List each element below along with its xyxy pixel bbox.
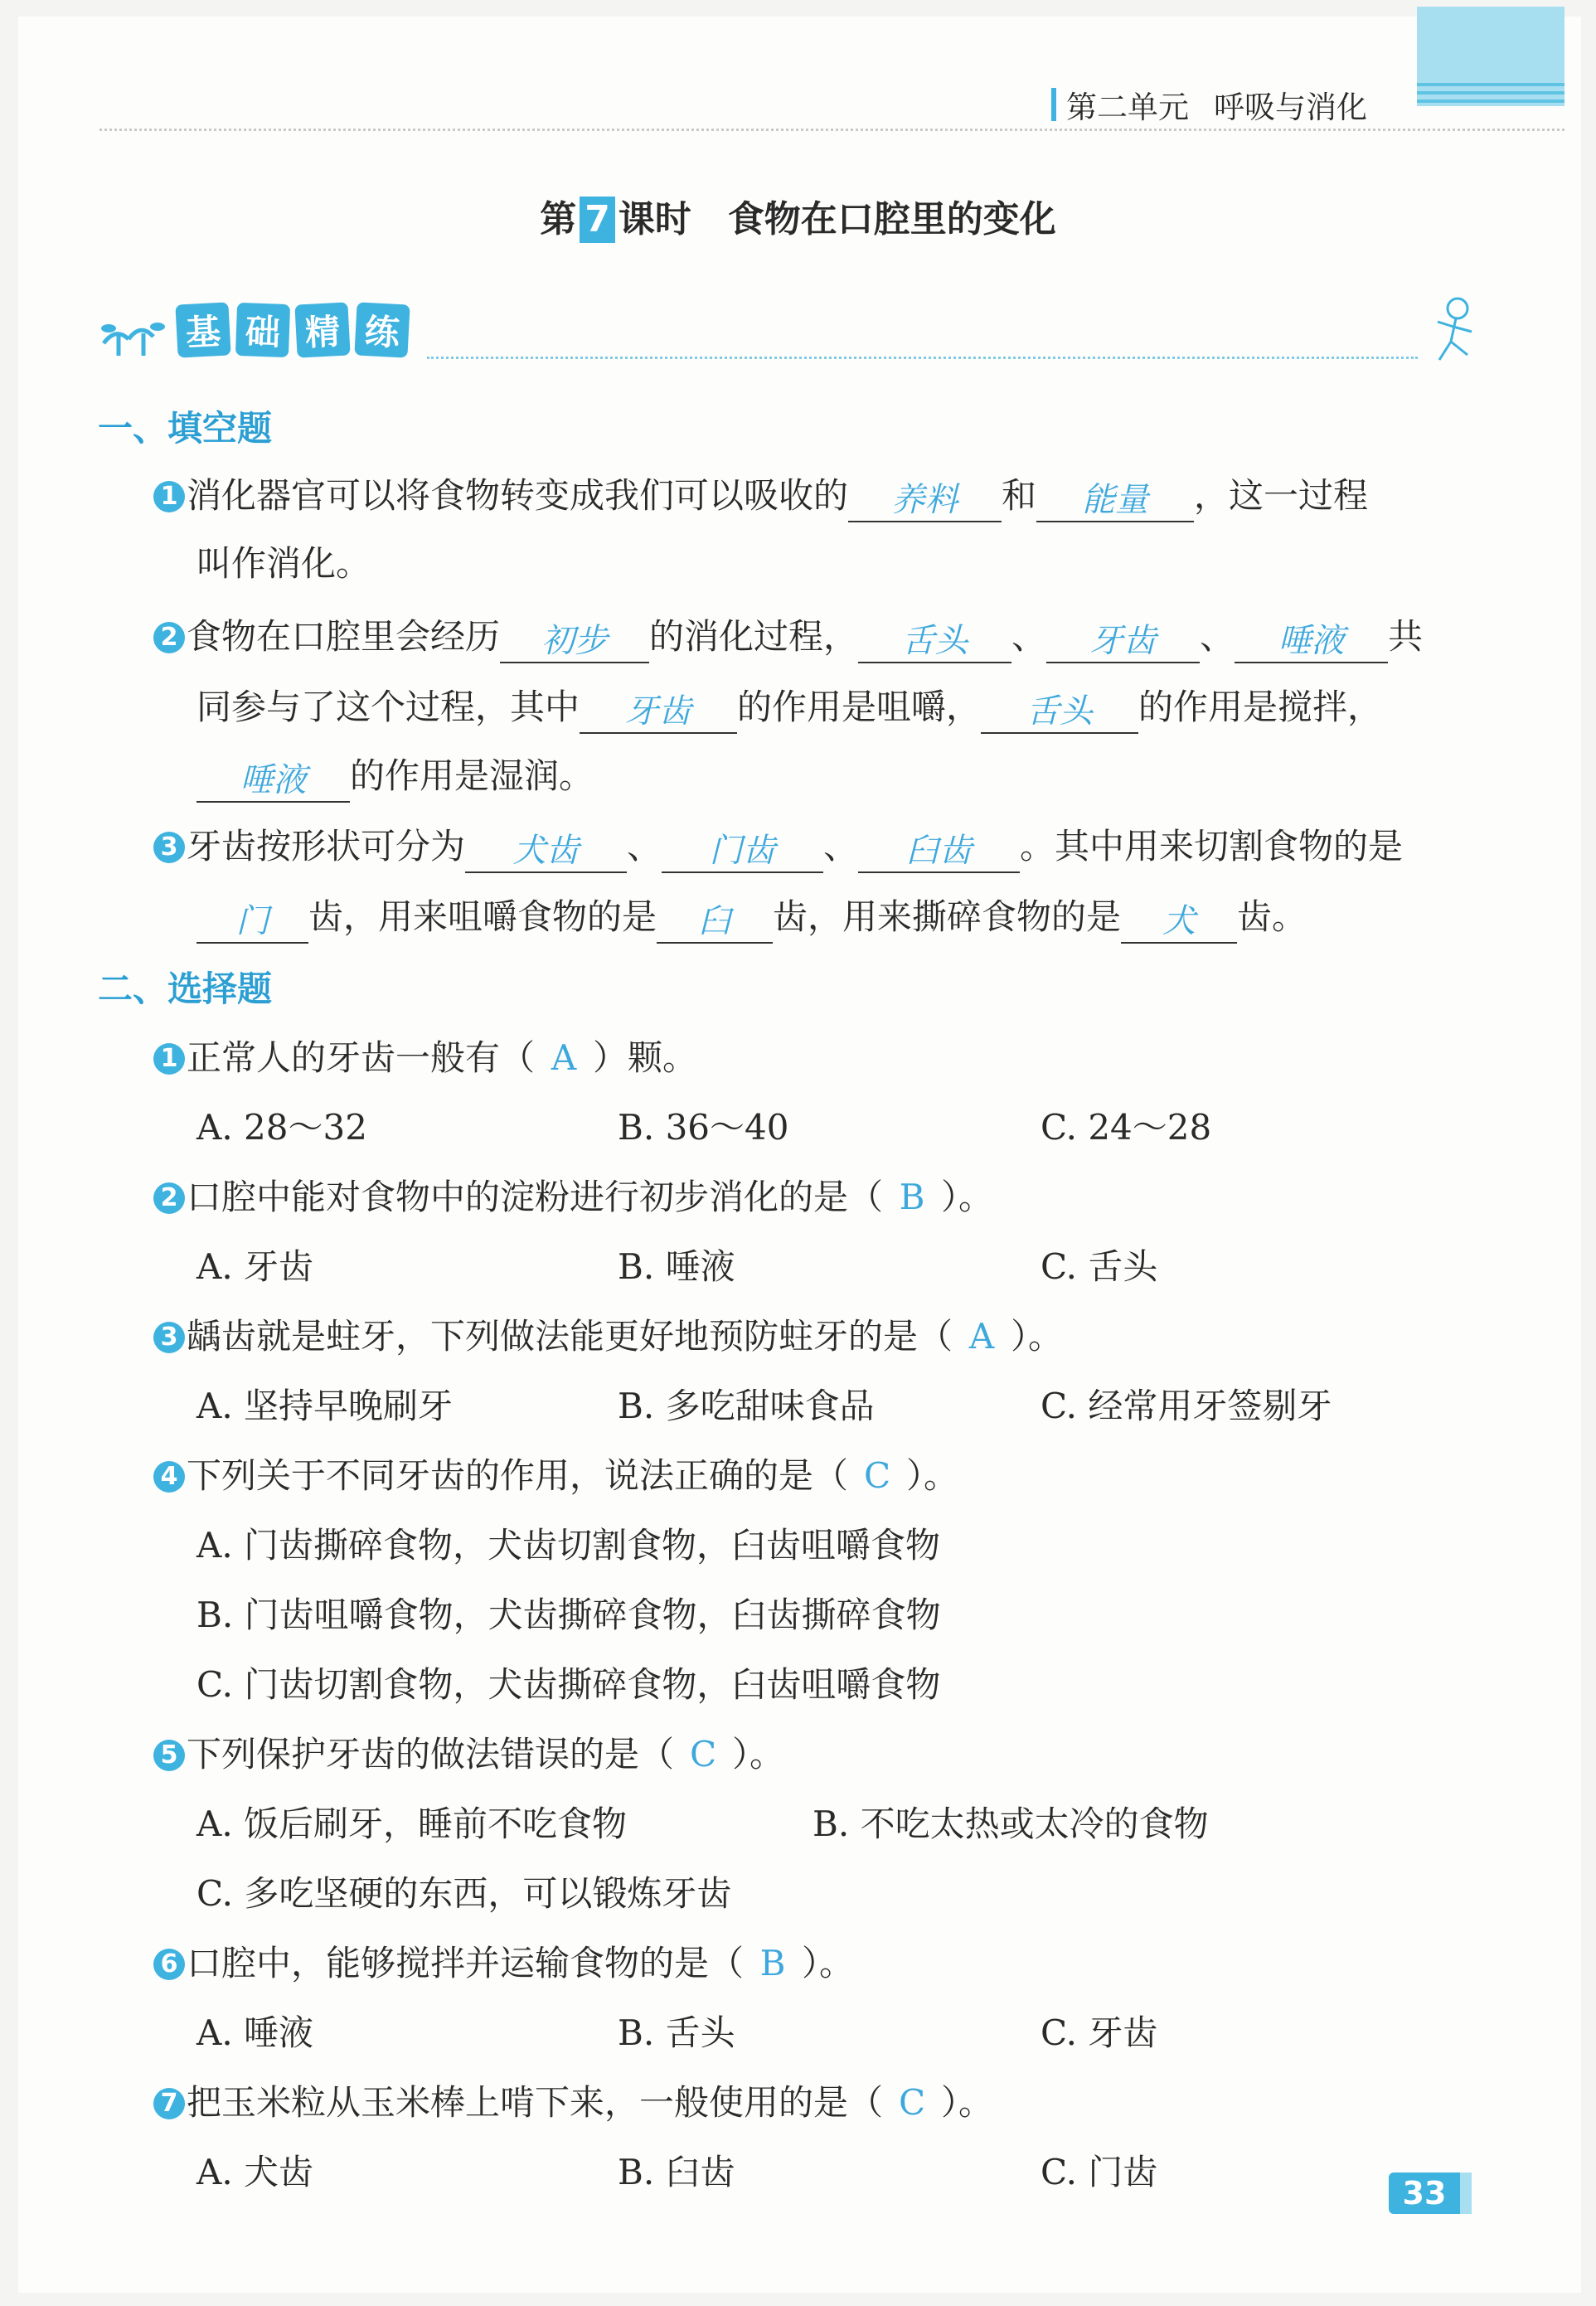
question-fill-1-cont: 叫作消化。 (196, 543, 371, 584)
question-fill-2: 2 食物在口腔里会经历 初步 的消化过程， 舌头 、 牙齿 、 唾液 共 (153, 614, 1423, 663)
option-a: A. 门齿撕碎食物，犬齿切割食物，臼齿咀嚼食物 (196, 1525, 941, 1566)
question-number: 4 (153, 1461, 185, 1493)
question-number: 2 (153, 1182, 185, 1214)
question-choice-4: 4 下列关于不同牙齿的作用，说法正确的是（ C ）。 (153, 1453, 958, 1499)
answer-blank: 臼齿 (858, 830, 1020, 873)
banner-title (177, 303, 409, 357)
answer-blank: 门 (196, 901, 308, 944)
question-fill-1: 1 消化器官可以将食物转变成我们可以吸收的 养料 和 能量 ，这一过程 (153, 473, 1368, 522)
option-a: A. 唾液 (196, 2012, 314, 2053)
unit-topic: 呼吸与消化 (1214, 90, 1367, 125)
question-choice-5: 5 下列保护牙齿的做法错误的是（ C ）。 (153, 1731, 784, 1778)
question-choice-7: 7 把玉米粒从玉米棒上啃下来，一般使用的是（ C ）。 (153, 2080, 993, 2126)
question-fill-3: 3 牙齿按形状可分为 犬齿 、 门齿 、 臼齿 。其中用来切割食物的是 (153, 823, 1403, 873)
lesson-title (0, 189, 1596, 243)
question-number: 3 (153, 1322, 185, 1353)
question-number: 3 (153, 832, 185, 863)
section-heading-fill: 一、填空题 (98, 408, 273, 449)
answer-blank: 舌头 (981, 691, 1138, 734)
question-number: 5 (153, 1740, 185, 1771)
option-a: A. 犬齿 (196, 2152, 314, 2192)
answer-letter: A (551, 1037, 577, 1078)
option-b: B. 不吃太热或太冷的食物 (813, 1804, 1209, 1844)
answer-blank: 初步 (500, 620, 649, 663)
answer-blank: 唾液 (1235, 620, 1388, 663)
question-choice-1: 1 正常人的牙齿一般有（ A ）颗。 (153, 1035, 697, 1081)
banner-char: 础 (235, 303, 290, 357)
option-a: A. 饭后刷牙，睡前不吃食物 (196, 1804, 628, 1844)
question-fill-2-cont: 同参与了这个过程，其中 牙齿 的作用是咀嚼， 舌头 的作用是搅拌， (196, 684, 1382, 734)
sprout-icon (95, 310, 170, 360)
section-banner (95, 299, 1484, 365)
question-number: 6 (153, 1949, 185, 1980)
lesson-name: 食物在口腔里的变化 (727, 198, 1056, 240)
option-a: A. 坚持早晚刷牙 (196, 1386, 454, 1426)
corner-stripes (1417, 83, 1564, 108)
answer-blank: 唾液 (196, 760, 350, 803)
answer-blank: 牙齿 (1046, 620, 1200, 663)
page-number: 33 (1389, 2172, 1460, 2214)
question-fill-3-cont: 门 齿，用来咀嚼食物的是 臼 齿，用来撕碎食物的是 犬 齿。 (196, 894, 1307, 944)
lesson-prefix: 第 (540, 198, 577, 240)
option-b: B. 多吃甜味食品 (618, 1386, 875, 1426)
lesson-suffix: 课时 (618, 198, 691, 240)
banner-char: 精 (294, 302, 350, 357)
answer-letter: C (863, 1455, 891, 1496)
answer-blank: 门齿 (662, 830, 823, 873)
banner-divider (427, 357, 1418, 359)
option-c: C. 24～28 (1041, 1107, 1212, 1148)
question-number: 1 (153, 481, 185, 512)
banner-char: 基 (175, 302, 230, 357)
unit-label: 第二单元 (1066, 90, 1189, 125)
question-number: 7 (153, 2088, 185, 2119)
answer-letter: B (899, 1177, 925, 1217)
option-b: B. 门齿咀嚼食物，犬齿撕碎食物，臼齿撕碎食物 (196, 1595, 941, 1635)
question-choice-6: 6 口腔中，能够搅拌并运输食物的是（ B ）。 (153, 1940, 854, 1987)
answer-blank: 犬齿 (465, 830, 627, 873)
answer-letter: A (968, 1316, 995, 1357)
option-c: C. 经常用牙签剔牙 (1041, 1386, 1332, 1426)
answer-blank: 能量 (1036, 479, 1194, 522)
question-choice-3: 3 龋齿就是蛀牙，下列做法能更好地预防蛀牙的是（ A ）。 (153, 1313, 1063, 1360)
option-c: C. 多吃坚硬的东西，可以锻炼牙齿 (196, 1873, 732, 1914)
answer-blank: 牙齿 (580, 691, 737, 734)
option-c: C. 舌头 (1041, 1246, 1158, 1287)
answer-letter: B (759, 1943, 786, 1983)
option-a: A. 牙齿 (196, 1246, 314, 1287)
option-b: B. 唾液 (618, 1246, 735, 1287)
section-heading-choice: 二、选择题 (98, 969, 273, 1009)
option-b: B. 舌头 (618, 2012, 735, 2053)
option-c: C. 门齿切割食物，犬齿撕碎食物，臼齿咀嚼食物 (196, 1664, 941, 1705)
question-number: 2 (153, 622, 185, 653)
unit-marker (1051, 88, 1056, 121)
answer-blank: 犬 (1121, 901, 1237, 944)
option-c: C. 牙齿 (1041, 2012, 1158, 2053)
lesson-number: 7 (580, 197, 615, 243)
answer-blank: 养料 (848, 479, 1002, 522)
option-b: B. 36～40 (618, 1107, 789, 1148)
option-b: B. 臼齿 (618, 2152, 735, 2192)
banner-char: 练 (354, 302, 410, 357)
question-number: 1 (153, 1043, 185, 1075)
unit-header (1051, 86, 1367, 123)
answer-blank: 臼 (657, 901, 773, 944)
option-c: C. 门齿 (1041, 2152, 1158, 2192)
answer-blank: 舌头 (858, 620, 1011, 663)
question-fill-2-cont2: 唾液 的作用是湿润。 (196, 753, 594, 803)
page-number-tab (1460, 2172, 1472, 2214)
answer-letter: C (898, 2082, 926, 2123)
question-choice-2: 2 口腔中能对食物中的淀粉进行初步消化的是（ B ）。 (153, 1174, 993, 1221)
option-a: A. 28～32 (196, 1107, 367, 1148)
running-kid-icon (1426, 294, 1484, 368)
answer-letter: C (689, 1734, 717, 1774)
header-divider (99, 129, 1564, 131)
